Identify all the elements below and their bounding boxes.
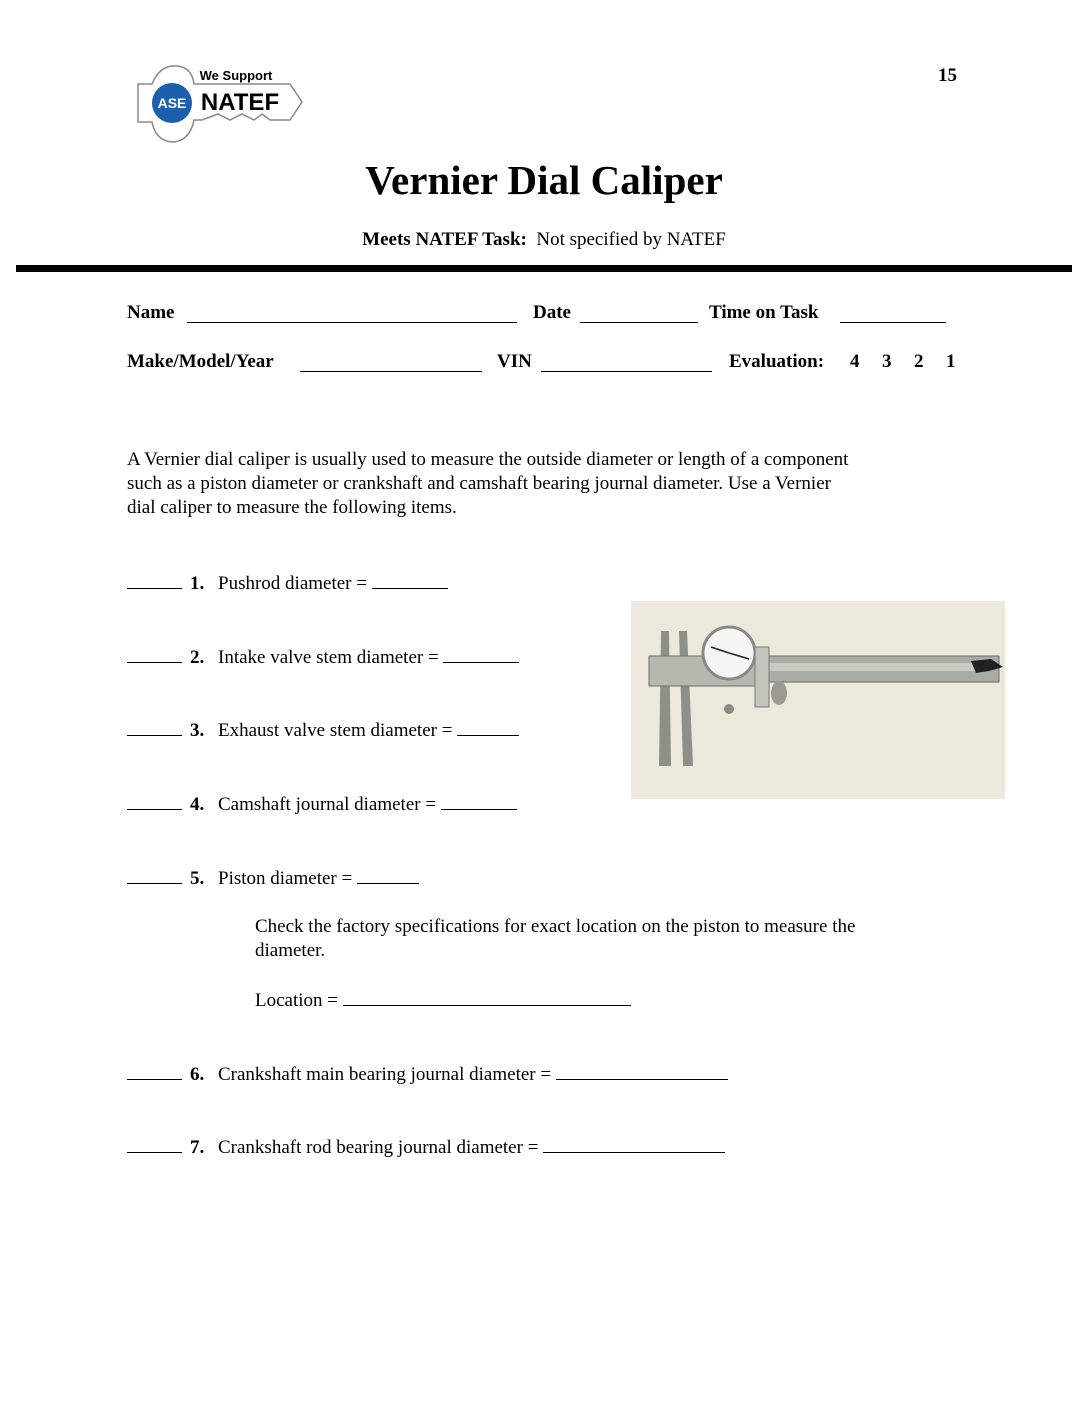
svg-text:ASE: ASE <box>157 95 187 111</box>
location-label: Location = <box>255 990 338 1011</box>
item-text: Crankshaft rod bearing journal diameter = <box>218 1137 539 1158</box>
answer-field[interactable] <box>357 867 419 884</box>
item-text: Camshaft journal diameter = <box>218 794 437 815</box>
page-number: 15 <box>938 65 957 86</box>
list-item <box>127 646 519 669</box>
item-text: Pushrod diameter = <box>218 573 367 594</box>
name-field[interactable] <box>187 306 517 323</box>
item-number: 1. <box>190 573 205 594</box>
item-text: Intake valve stem diameter = <box>218 647 439 668</box>
item-text: Piston diameter = <box>218 868 353 889</box>
task-label: Meets NATEF Task: <box>362 229 527 250</box>
svg-text:NATEF: NATEF <box>200 89 280 116</box>
evaluation-label: Evaluation: <box>729 351 825 372</box>
item-text: Exhaust valve stem diameter = <box>218 720 453 741</box>
svg-text:We Support: We Support <box>199 68 273 83</box>
make-model-year-field[interactable] <box>300 355 482 372</box>
evaluation-score-3[interactable]: 3 <box>882 351 892 372</box>
list-item <box>127 793 517 816</box>
item-number: 4. <box>190 794 205 815</box>
location-row <box>255 989 631 1012</box>
check-blank[interactable] <box>127 719 182 736</box>
divider <box>16 265 1072 272</box>
date-field[interactable] <box>580 306 698 323</box>
make-model-year-label: Make/Model/Year <box>127 351 274 372</box>
evaluation-score-1[interactable]: 1 <box>946 351 956 372</box>
ase-natef-logo <box>130 62 305 148</box>
vin-field[interactable] <box>541 355 712 372</box>
natef-task <box>0 229 1088 251</box>
check-blank[interactable] <box>127 867 182 884</box>
list-item <box>127 1136 725 1159</box>
check-blank[interactable] <box>127 1063 182 1080</box>
item-number: 7. <box>190 1137 205 1158</box>
answer-field[interactable] <box>457 719 519 736</box>
item-number: 6. <box>190 1064 205 1085</box>
evaluation-score-2[interactable]: 2 <box>914 351 924 372</box>
intro-line: A Vernier dial caliper is usually used to measure the outside diameter or length of a component <box>127 449 849 470</box>
item-text: Crankshaft main bearing journal diameter = <box>218 1064 552 1085</box>
note-line: Check the factory specifications for exact location on the piston to measure the <box>255 916 856 937</box>
answer-field[interactable] <box>441 793 517 810</box>
check-blank[interactable] <box>127 1136 182 1153</box>
list-item <box>127 572 448 595</box>
vin-label: VIN <box>497 351 532 372</box>
check-blank[interactable] <box>127 572 182 589</box>
caliper-photo <box>631 601 1005 799</box>
task-value: Not specified by NATEF <box>536 229 726 250</box>
item-number: 2. <box>190 647 205 668</box>
item-number: 5. <box>190 868 205 889</box>
check-blank[interactable] <box>127 793 182 810</box>
item-number: 3. <box>190 720 205 741</box>
answer-field[interactable] <box>543 1136 725 1153</box>
date-label: Date <box>533 302 571 323</box>
page-title: Vernier Dial Caliper <box>365 157 723 203</box>
intro-line: such as a piston diameter or crankshaft and camshaft bearing journal diameter. Use a Vernier <box>127 473 831 494</box>
check-blank[interactable] <box>127 646 182 663</box>
list-item <box>127 719 519 742</box>
list-item <box>127 1063 728 1086</box>
time-on-task-field[interactable] <box>840 306 946 323</box>
time-on-task-label: Time on Task <box>709 302 819 323</box>
list-item <box>127 867 419 890</box>
answer-field[interactable] <box>556 1063 728 1080</box>
answer-field[interactable] <box>372 572 448 589</box>
location-field[interactable] <box>343 989 631 1006</box>
note-line: diameter. <box>255 940 326 961</box>
evaluation-score-4[interactable]: 4 <box>850 351 860 372</box>
answer-field[interactable] <box>443 646 519 663</box>
name-label: Name <box>127 302 175 323</box>
intro-line: dial caliper to measure the following items. <box>127 497 457 518</box>
